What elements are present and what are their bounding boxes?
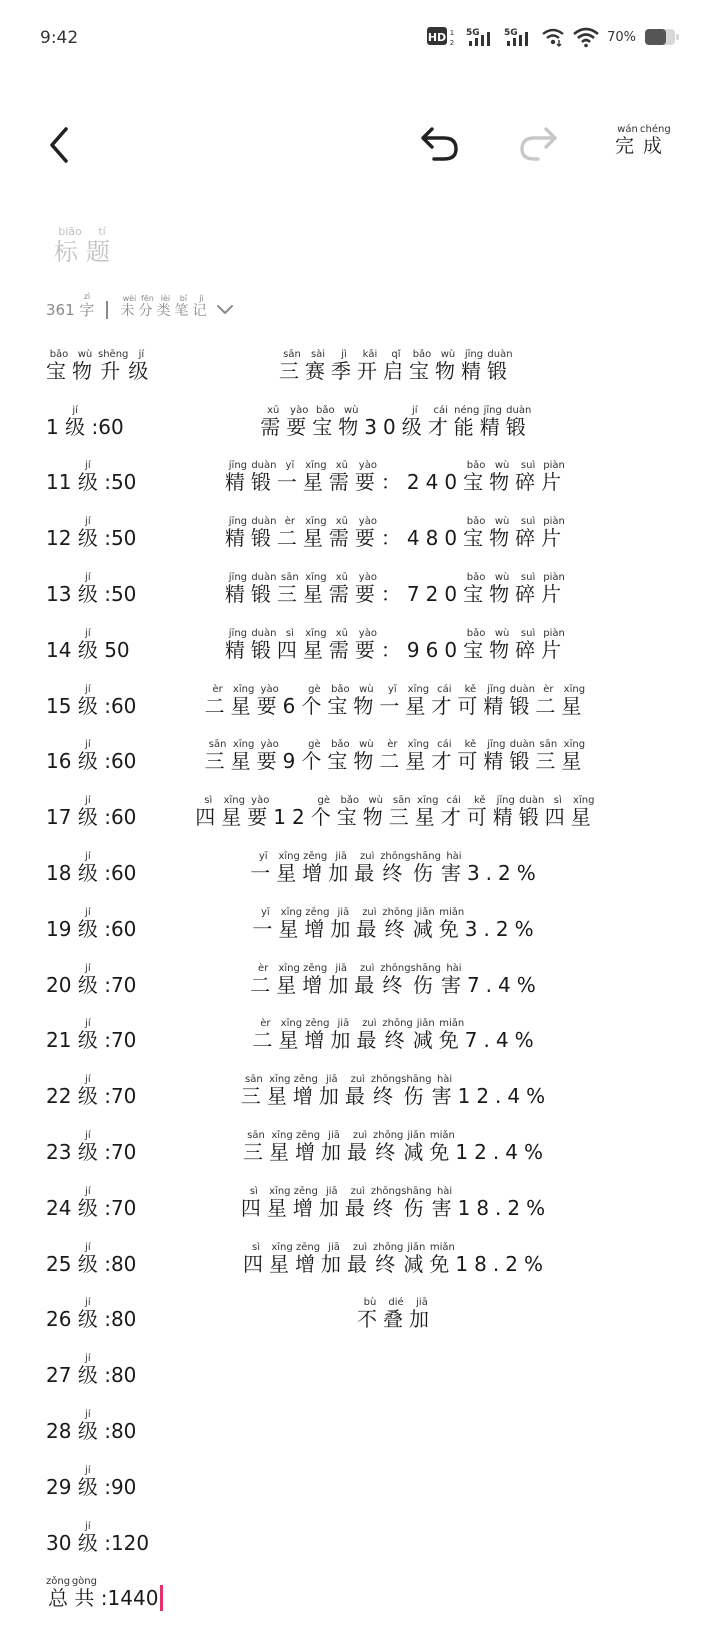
title-char-2-text: 题	[86, 238, 118, 266]
note-line	[46, 1008, 686, 1064]
line-right-text: 三sān星xīng增zēng加jiā最zuì终zhōng伤shāng害hài12.4%	[240, 1074, 552, 1109]
category-char: 分fēn	[138, 294, 157, 319]
note-line	[46, 896, 686, 952]
svg-text:1: 1	[449, 29, 455, 37]
char-unit-pinyin: zì	[79, 292, 95, 301]
note-line	[46, 1454, 686, 1510]
note-body-editor[interactable]	[46, 338, 686, 1621]
char-unit	[79, 292, 95, 319]
note-line	[46, 617, 686, 673]
battery-icon	[644, 27, 680, 47]
done-char-2	[640, 124, 671, 157]
line-right-text: 精jīng锻duàn三sān星xīng需xū要yào：720宝bǎo物wù碎suì片piàn	[224, 571, 568, 606]
title-pinyin-2: tí	[86, 225, 118, 238]
line-left-text: 22 级jí :70	[46, 1074, 137, 1109]
battery-percent: 70%	[607, 29, 636, 45]
done-button[interactable]	[615, 124, 671, 158]
line-left-text: 25 级jí :80	[46, 1241, 137, 1276]
signal2-label: 5G	[504, 28, 518, 38]
redo-icon	[516, 121, 560, 165]
done-char-1	[615, 124, 641, 157]
line-left-text: 17 级jí :60	[46, 795, 137, 830]
line-left-text: 14 级jí 50	[46, 627, 130, 662]
note-line	[46, 673, 686, 729]
char-count	[46, 292, 94, 320]
note-line	[46, 1510, 686, 1566]
back-button[interactable]	[44, 125, 74, 169]
line-right-text: 精jīng锻duàn二èr星xīng需xū要yào：480宝bǎo物wù碎suì片piàn	[224, 516, 568, 551]
note-title-input[interactable]	[54, 226, 118, 267]
line-right-text: 四sì星xīng增zēng加jiā最zuì终zhōng减jiǎn免miǎn18.2%	[243, 1241, 549, 1276]
done-char-2-text: 成	[640, 135, 671, 157]
title-char-1-text: 标	[54, 238, 86, 266]
line-left-text: 宝bǎo物wù升shēng级jí	[46, 348, 155, 383]
data-wifi-icon	[541, 26, 565, 48]
title-pinyin-1: biāo	[54, 225, 86, 238]
note-line	[46, 840, 686, 896]
line-left-text: 30 级jí :120	[46, 1520, 150, 1555]
line-left-text: 21 级jí :70	[46, 1018, 137, 1053]
done-char-1-text: 完	[615, 135, 641, 157]
svg-text:2: 2	[449, 39, 455, 47]
line-right-text: 一yī星xīng增zēng加jiā最zuì终zhōng伤shāng害hài3.2%	[250, 850, 542, 885]
note-line	[46, 1566, 686, 1622]
title-char-1	[54, 225, 86, 266]
category-char: 类lèi	[156, 294, 175, 319]
note-line	[46, 1287, 686, 1343]
line-right-text: 一yī星xīng增zēng加jiā最zuì终zhōng减jiǎn免miǎn3.2%	[252, 906, 540, 941]
line-right-text: 二èr星xīng增zēng加jiā最zuì终zhōng减jiǎn免miǎn7.4%	[252, 1018, 540, 1053]
line-right-text: 不bù叠dié加jiā	[357, 1297, 435, 1332]
signal-5g-icon-2	[503, 26, 533, 48]
note-line	[46, 1342, 686, 1398]
undo-button[interactable]	[418, 121, 462, 169]
line-left-text: 24 级jí :70	[46, 1185, 137, 1220]
line-left-text: 13 级jí :50	[46, 571, 137, 606]
chevron-left-icon	[44, 125, 74, 165]
line-right-text: 精jīng锻duàn四sì星xīng需xū要yào：960宝bǎo物wù碎suì片piàn	[224, 627, 568, 662]
line-right-text: 三sān星xīng增zēng加jiā最zuì终zhōng减jiǎn免miǎn12.4%	[243, 1129, 549, 1164]
note-line	[46, 1063, 686, 1119]
status-time: 9:42	[40, 28, 79, 48]
line-left-text: 29 级jí :90	[46, 1464, 137, 1499]
line-right-text: 精jīng锻duàn一yī星xīng需xū要yào：240宝bǎo物wù碎suì片piàn	[224, 460, 568, 495]
status-bar	[0, 0, 720, 80]
note-line	[46, 338, 686, 394]
note-line	[46, 505, 686, 561]
note-line	[46, 1119, 686, 1175]
done-pinyin-2: chéng	[640, 124, 671, 135]
line-left-text: 28 级jí :80	[46, 1408, 137, 1443]
note-line	[46, 1231, 686, 1287]
line-right-text: 四sì星xīng要yào12个gè宝bǎo物wù三sān星xīng才cái可kě精jīng锻duàn四sì星xīng	[195, 795, 597, 830]
line-left-text: 12 级jí :50	[46, 516, 137, 551]
editor-toolbar	[0, 115, 720, 175]
line-left-text: 15 级jí :60	[46, 683, 137, 718]
redo-button[interactable]	[516, 121, 560, 169]
line-right-text: 二èr星xīng增zēng加jiā最zuì终zhōng伤shāng害hài7.4%	[250, 962, 542, 997]
line-left-text: 1 级jí :60	[46, 404, 124, 439]
hd-badge-icon	[427, 26, 457, 48]
line-left-text: 23 级jí :70	[46, 1129, 137, 1164]
line-left-text: 16 级jí :60	[46, 739, 137, 774]
line-left-text: 20 级jí :70	[46, 962, 137, 997]
category-char: 笔bǐ	[174, 294, 193, 319]
note-line	[46, 561, 686, 617]
line-right-text: 二èr星xīng要yào6个gè宝bǎo物wù一yī星xīng才cái可kě精jīng锻duàn二èr星xīng	[204, 683, 588, 718]
meta-divider	[106, 301, 108, 319]
category-char: 记jì	[192, 294, 211, 319]
signal1-label: 5G	[466, 28, 480, 38]
undo-icon	[418, 121, 462, 165]
char-count-number: 361	[46, 301, 75, 319]
note-meta	[46, 292, 234, 320]
char-unit-text: 字	[79, 301, 95, 319]
line-right-text: 三sān赛sài季jì开kāi启qǐ宝bǎo物wù精jīng锻duàn	[279, 348, 513, 383]
wifi-icon	[573, 26, 599, 48]
note-line	[46, 394, 686, 450]
chevron-down-icon	[216, 304, 234, 316]
category-char: 未wèi	[120, 294, 139, 319]
text-cursor	[160, 1585, 163, 1611]
note-line	[46, 450, 686, 506]
title-char-2	[86, 225, 118, 266]
note-line	[46, 729, 686, 785]
note-line	[46, 1398, 686, 1454]
note-line	[46, 1175, 686, 1231]
line-left-text: 27 级jí :80	[46, 1353, 137, 1388]
line-left-text: 11 级jí :50	[46, 460, 137, 495]
signal-5g-icon-1	[465, 26, 495, 48]
line-right-text: 四sì星xīng增zēng加jiā最zuì终zhōng伤shāng害hài18.2%	[240, 1185, 552, 1220]
status-icons	[427, 26, 680, 48]
category-selector[interactable]	[120, 294, 234, 320]
category-label	[120, 294, 210, 320]
note-line	[46, 952, 686, 1008]
note-line	[46, 784, 686, 840]
line-left-text: 18 级jí :60	[46, 850, 137, 885]
line-right-text: 需xū要yào宝bǎo物wù30级jí才cái能néng精jīng锻duàn	[260, 404, 532, 439]
line-left-text: 19 级jí :60	[46, 906, 137, 941]
line-left-text: 26 级jí :80	[46, 1297, 137, 1332]
line-right-text: 三sān星xīng要yào9个gè宝bǎo物wù二èr星xīng才cái可kě精jīng锻duàn三sān星xīng	[204, 739, 588, 774]
done-pinyin-1: wán	[615, 124, 640, 135]
line-left-text: 总zǒng 共gòng :1440	[46, 1576, 163, 1611]
hd-badge-text: HD	[427, 31, 447, 44]
